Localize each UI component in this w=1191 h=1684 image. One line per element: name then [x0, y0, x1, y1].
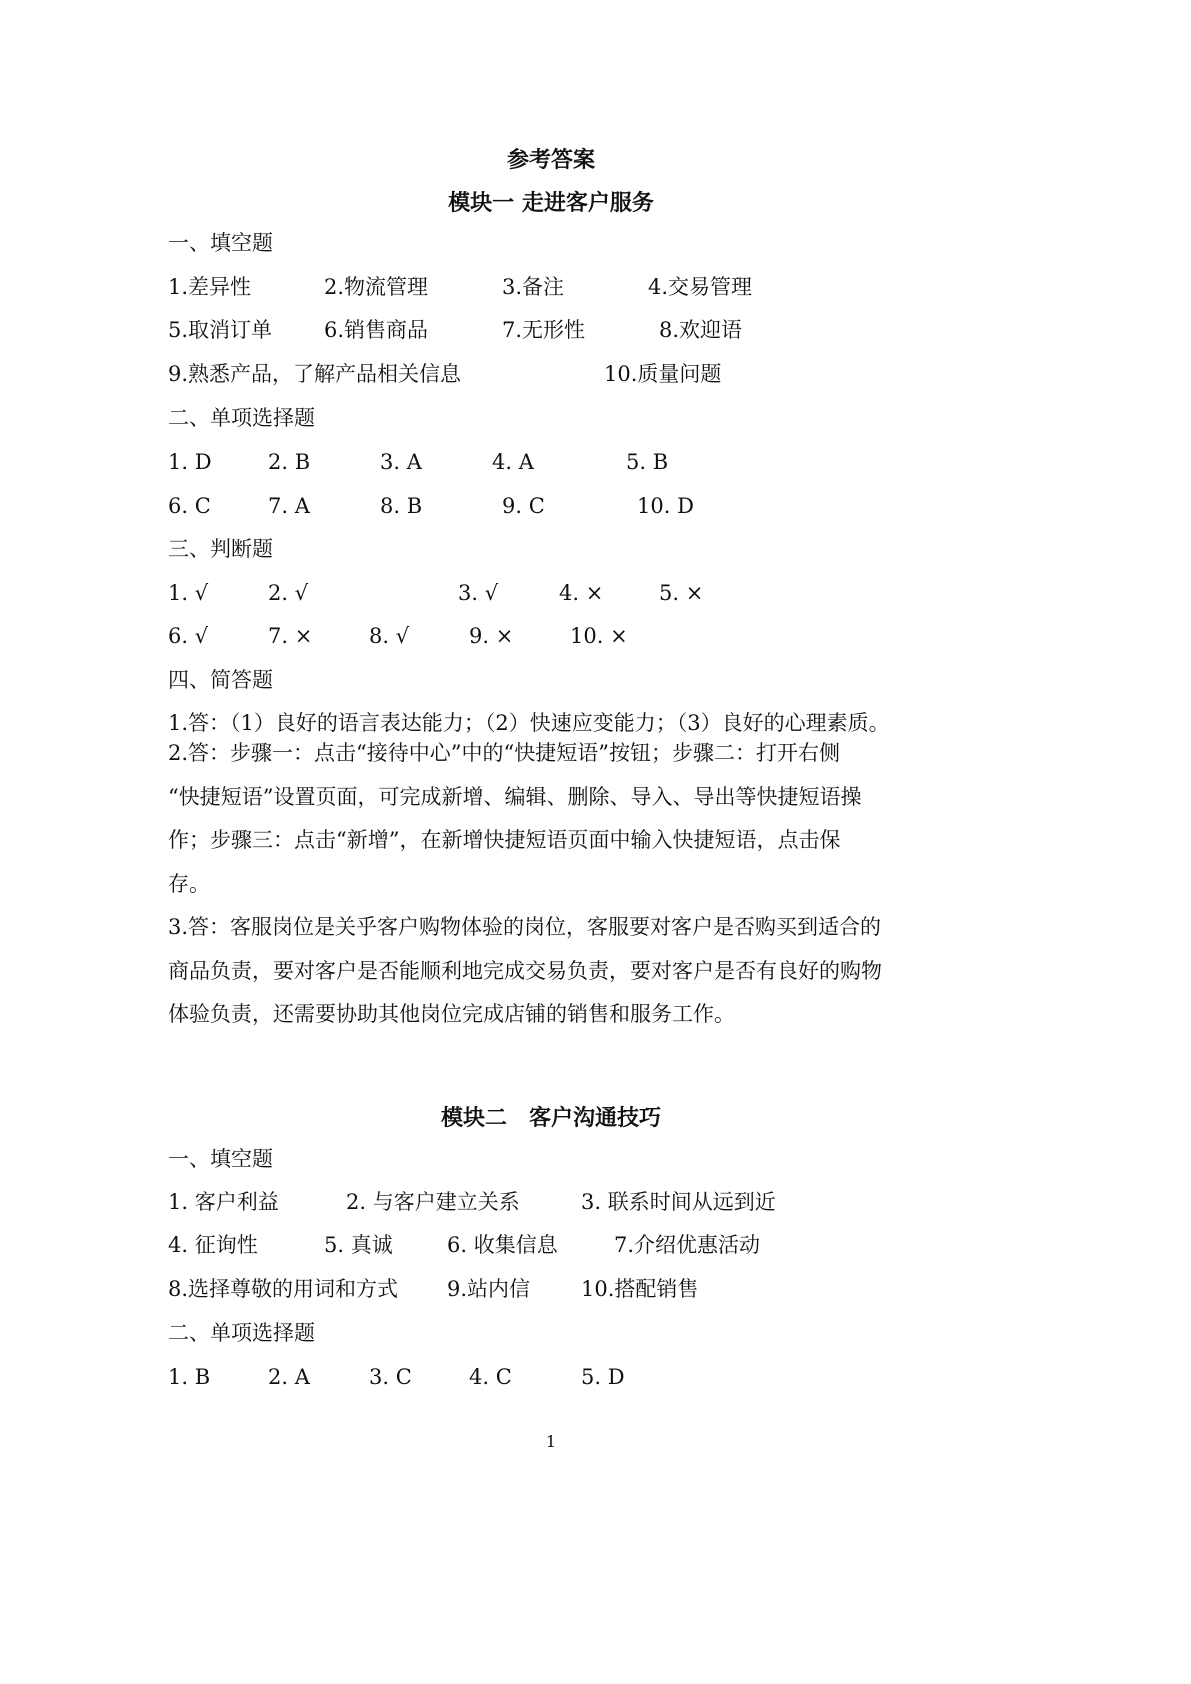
answer-item: 10.质量问题	[604, 362, 722, 386]
answer-item: 8.选择尊敬的用词和方式	[168, 1277, 399, 1301]
module1-title: 模块一 走进客户服务	[448, 190, 654, 216]
answer-item: 2. A	[268, 1365, 310, 1389]
answer-item: 9.站内信	[447, 1277, 531, 1301]
short-answer-2	[168, 732, 930, 906]
answer-item: 6. √	[168, 624, 209, 648]
answer-item: 2. √	[268, 581, 309, 605]
answer-item: 3. A	[380, 450, 422, 474]
answer-item: 4. C	[469, 1365, 512, 1389]
answer-item: 5. B	[626, 450, 669, 474]
paragraph-line: 存。	[168, 871, 210, 896]
answer-item: 7.介绍优惠活动	[614, 1233, 761, 1257]
section-heading-fill: 一、填空题	[168, 231, 273, 255]
answer-item: 9. C	[502, 494, 545, 518]
paragraph-line: 商品负责，要对客户是否能顺利地完成交易负责，要对客户是否有良好的购物	[168, 958, 882, 983]
answer-item: 9. ×	[469, 624, 514, 648]
answer-item: 9.熟悉产品，了解产品相关信息	[168, 362, 462, 386]
section-heading-choice: 二、单项选择题	[168, 1321, 315, 1345]
paragraph-line: 2.答：步骤一：点击“接待中心”中的“快捷短语”按钮；步骤二：打开右侧	[168, 741, 840, 765]
answer-item: 5. D	[581, 1365, 625, 1389]
answer-item: 2. B	[268, 450, 311, 474]
document-title: 参考答案	[506, 147, 595, 173]
answer-item: 10. D	[637, 494, 694, 518]
answer-item: 4. 征询性	[168, 1233, 258, 1257]
answer-item: 6.销售商品	[324, 318, 429, 342]
answer-item: 5.取消订单	[168, 318, 273, 342]
answer-item: 1. B	[168, 1365, 211, 1389]
answer-item: 8. √	[369, 624, 410, 648]
answer-item: 3. √	[458, 581, 499, 605]
section-heading-judge: 三、判断题	[168, 537, 273, 561]
answer-item: 2. 与客户建立关系	[346, 1190, 520, 1214]
module2-title: 模块二 客户沟通技巧	[440, 1105, 661, 1131]
answer-item: 1. 客户利益	[168, 1190, 279, 1214]
answer-item: 8. B	[380, 494, 423, 518]
section-heading-short: 四、简答题	[168, 668, 273, 692]
answer-item: 5. 真诚	[324, 1233, 393, 1257]
answer-item: 1. √	[168, 581, 209, 605]
answer-item: 6. C	[168, 494, 211, 518]
answer-item: 10. ×	[570, 624, 628, 648]
page-number: 1	[545, 1432, 557, 1451]
answer-item: 6. 收集信息	[447, 1233, 558, 1257]
answer-item: 7. A	[268, 494, 310, 518]
answer-item: 1.差异性	[168, 275, 252, 299]
answer-item: 3.备注	[502, 275, 565, 299]
paragraph-line: 3.答：客服岗位是关乎客户购物体验的岗位，客服要对客户是否购买到适合的	[168, 915, 882, 939]
answer-item: 2.物流管理	[324, 275, 429, 299]
answer-item: 7.无形性	[502, 318, 586, 342]
answer-item: 4. ×	[559, 581, 604, 605]
answer-item: 1. D	[168, 450, 212, 474]
answer-item: 10.搭配销售	[581, 1277, 699, 1301]
answer-item: 3. 联系时间从远到近	[581, 1190, 776, 1214]
paragraph-line: 体验负责，还需要协助其他岗位完成店铺的销售和服务工作。	[168, 1002, 735, 1026]
answer-item: 4.交易管理	[648, 275, 753, 299]
section-heading-choice: 二、单项选择题	[168, 406, 315, 430]
section-heading-fill: 一、填空题	[168, 1147, 273, 1171]
short-answer-1: 1.答：（1）良好的语言表达能力；（2）快速应变能力；（3）良好的心理素质。	[168, 711, 890, 735]
paragraph-line: 作；步骤三：点击“新增”，在新增快捷短语页面中输入快捷短语，点击保	[168, 828, 841, 852]
answer-item: 5. ×	[659, 581, 704, 605]
answer-item: 4. A	[492, 450, 534, 474]
answer-item: 3. C	[369, 1365, 412, 1389]
answer-item: 7. ×	[268, 624, 313, 648]
short-answer-3	[168, 906, 930, 1037]
paragraph-line: “快捷短语”设置页面，可完成新增、编辑、删除、导入、导出等快捷短语操	[168, 784, 862, 809]
answer-item: 8.欢迎语	[659, 318, 743, 342]
